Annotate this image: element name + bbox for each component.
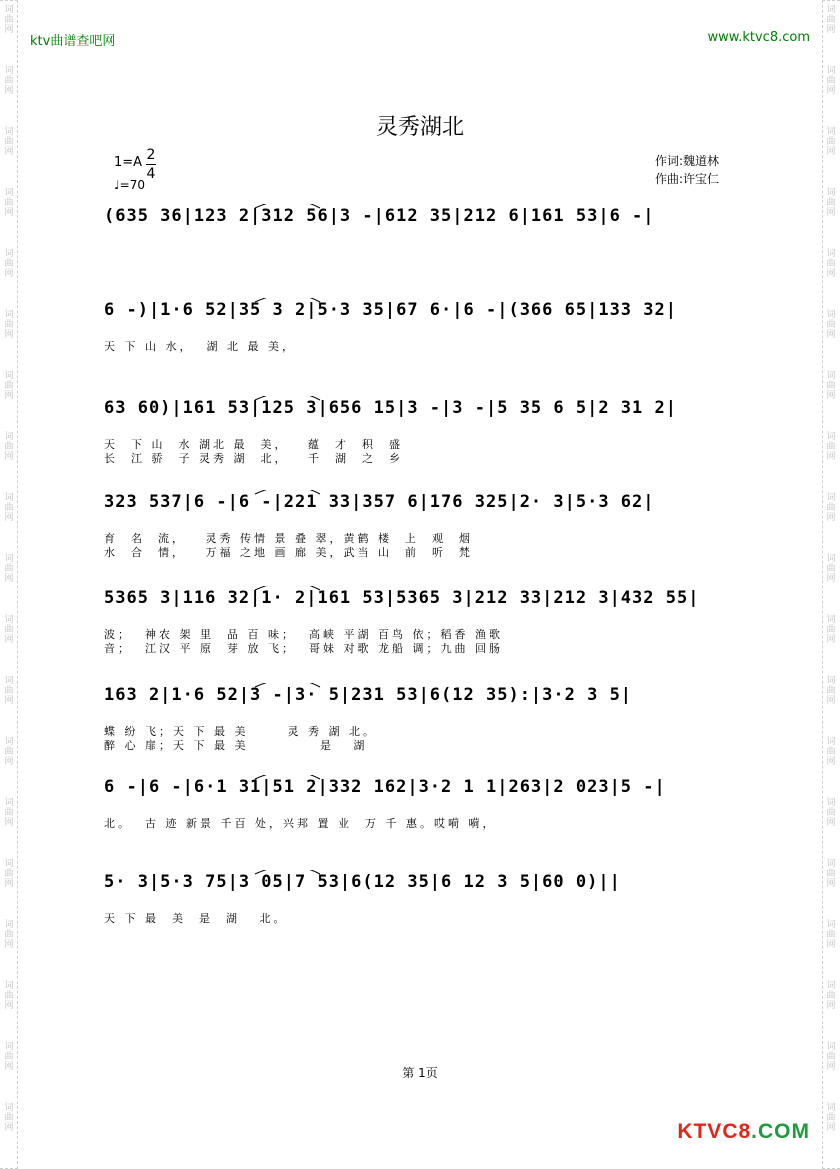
site-logo [677,1120,810,1144]
composer-credit: 作曲:许宝仁 [655,172,720,186]
lyrics-verse-2: 水 合 情， 万福 之地 画 廊 美，武当 山 前 听 梵 [104,546,473,559]
notation-line: 63 60)|161 53|125 3|656 15|3 -|3 -|5 35 6 5|2 31 2| [104,398,677,418]
watermark-text: 词 曲 网 [826,798,836,828]
watermark-text: 词 曲 网 [826,249,836,279]
logo-main: KTVC8 [677,1120,752,1143]
watermark-text: 词 曲 网 [826,66,836,96]
meter-bottom: 4 [146,166,156,182]
page-number: 第 1页 [402,1066,438,1080]
watermark-text: 词 曲 网 [826,737,836,767]
watermark-text: 词 曲 网 [4,1103,14,1133]
watermark-text: 词 曲 网 [826,310,836,340]
site-name-header: ktv曲谱查吧网 [30,34,116,49]
watermark-text: 词 曲 网 [4,249,14,279]
watermark-text: 词 曲 网 [4,1042,14,1072]
watermark-text: 词 曲 网 [826,920,836,950]
watermark-text: 词 曲 网 [4,615,14,645]
watermark-text: 词 曲 网 [826,493,836,523]
watermark-text: 词 曲 网 [826,432,836,462]
meter-top: 2 [146,147,156,163]
tempo-marking [114,178,145,192]
watermark-text: 词 曲 网 [4,310,14,340]
watermark-text: 词 曲 网 [826,1103,836,1133]
watermark-text: 词 曲 网 [4,554,14,584]
quarter-note-icon: ♩ [114,178,120,192]
watermark-text: 词 曲 网 [4,432,14,462]
lyrics-verse-1: 天 下 最 美 是 湖 北。 [104,912,288,925]
logo-tld: .COM [751,1120,810,1143]
lyricist-credit: 作词:魏道林 [655,154,720,168]
watermark-text: 词 曲 网 [4,676,14,706]
watermark-text: 词 曲 网 [4,188,14,218]
song-title: 灵秀湖北 [375,115,464,140]
lyrics-verse-2: 长 江 骄 子 灵秀 湖 北， 千 湖 之 乡 [104,452,403,465]
lyrics-verse-2: 音； 江汉 平 原 芽 放 飞； 哥妹 对歌 龙船 调；九曲 回肠 [104,642,503,655]
watermark-text: 词 曲 网 [826,554,836,584]
watermark-text: 词 曲 网 [826,615,836,645]
site-url-header: www.ktvc8.com [707,30,810,45]
watermark-text: 词 曲 网 [826,859,836,889]
watermark-text: 词 曲 网 [826,127,836,157]
key-signature: 1=A [114,155,143,170]
lyrics-verse-1: 北。 古 迹 新景 千百 处，兴邦 置 业 万 千 惠。哎嗬 嗬， [104,817,497,830]
notation-line: (635 36|123 2|312 56|3 -|612 35|212 6|161 53|6 -| [104,206,655,226]
lyrics-verse-2: 醉 心 扉；天 下 最 美 是 湖 [104,739,368,752]
watermark-text: 词 曲 网 [4,737,14,767]
lyrics-verse-1: 天 下 山 水， 湖 北 最 美， [104,340,296,353]
lyrics-verse-1: 波； 神农 架 里 品 百 味； 高峡 平湖 百鸟 依；稻香 渔歌 [104,628,503,641]
notation-line: 5· 3|5·3 75|3 05|7 53|6(12 35|6 12 3 5|60 0)|| [104,872,621,892]
notation-line: 323 537|6 -|6 -|221 33|357 6|176 325|2· 3|5·3 62| [104,492,655,512]
watermark-text: 词 曲 网 [4,920,14,950]
watermark-text: 词 曲 网 [4,5,14,35]
watermark-text: 词 曲 网 [826,981,836,1011]
watermark-text: 词 曲 网 [826,1042,836,1072]
watermark-text: 词 曲 网 [4,493,14,523]
watermark-text: 词 曲 网 [4,66,14,96]
lyrics-verse-1: 育 名 流， 灵秀 传情 景 叠 翠，黄鹤 楼 上 观 烟 [104,532,473,545]
watermark-text: 词 曲 网 [826,371,836,401]
tempo-value: =70 [119,178,145,192]
watermark-text: 词 曲 网 [4,371,14,401]
watermark-text: 词 曲 网 [826,188,836,218]
watermark-text: 词 曲 网 [4,981,14,1011]
lyrics-verse-1: 蝶 纷 飞；天 下 最 美 灵 秀 湖 北。 [104,725,377,738]
notation-line: 6 -)|1·6 52|35 3 2|5·3 35|67 6·|6 -|(366 65|133 32| [104,300,677,320]
watermark-text: 词 曲 网 [4,127,14,157]
watermark-text: 词 曲 网 [4,798,14,828]
time-signature [146,146,156,183]
notation-line: 163 2|1·6 52|3 -|3· 5|231 53|6(12 35):|3·2 3 5| [104,685,633,705]
watermark-text: 词 曲 网 [826,676,836,706]
watermark-text: 词 曲 网 [4,859,14,889]
watermark-text: 词 曲 网 [826,5,836,35]
notation-line: 6 -|6 -|6·1 31|51 2|332 162|3·2 1 1|263|2 023|5 -| [104,777,666,797]
notation-line: 5365 3|116 32|1· 2|161 53|5365 3|212 33|212 3|432 55| [104,588,700,608]
lyrics-verse-1: 天 下 山 水 湖北 最 美， 蕴 才 积 盛 [104,438,403,451]
